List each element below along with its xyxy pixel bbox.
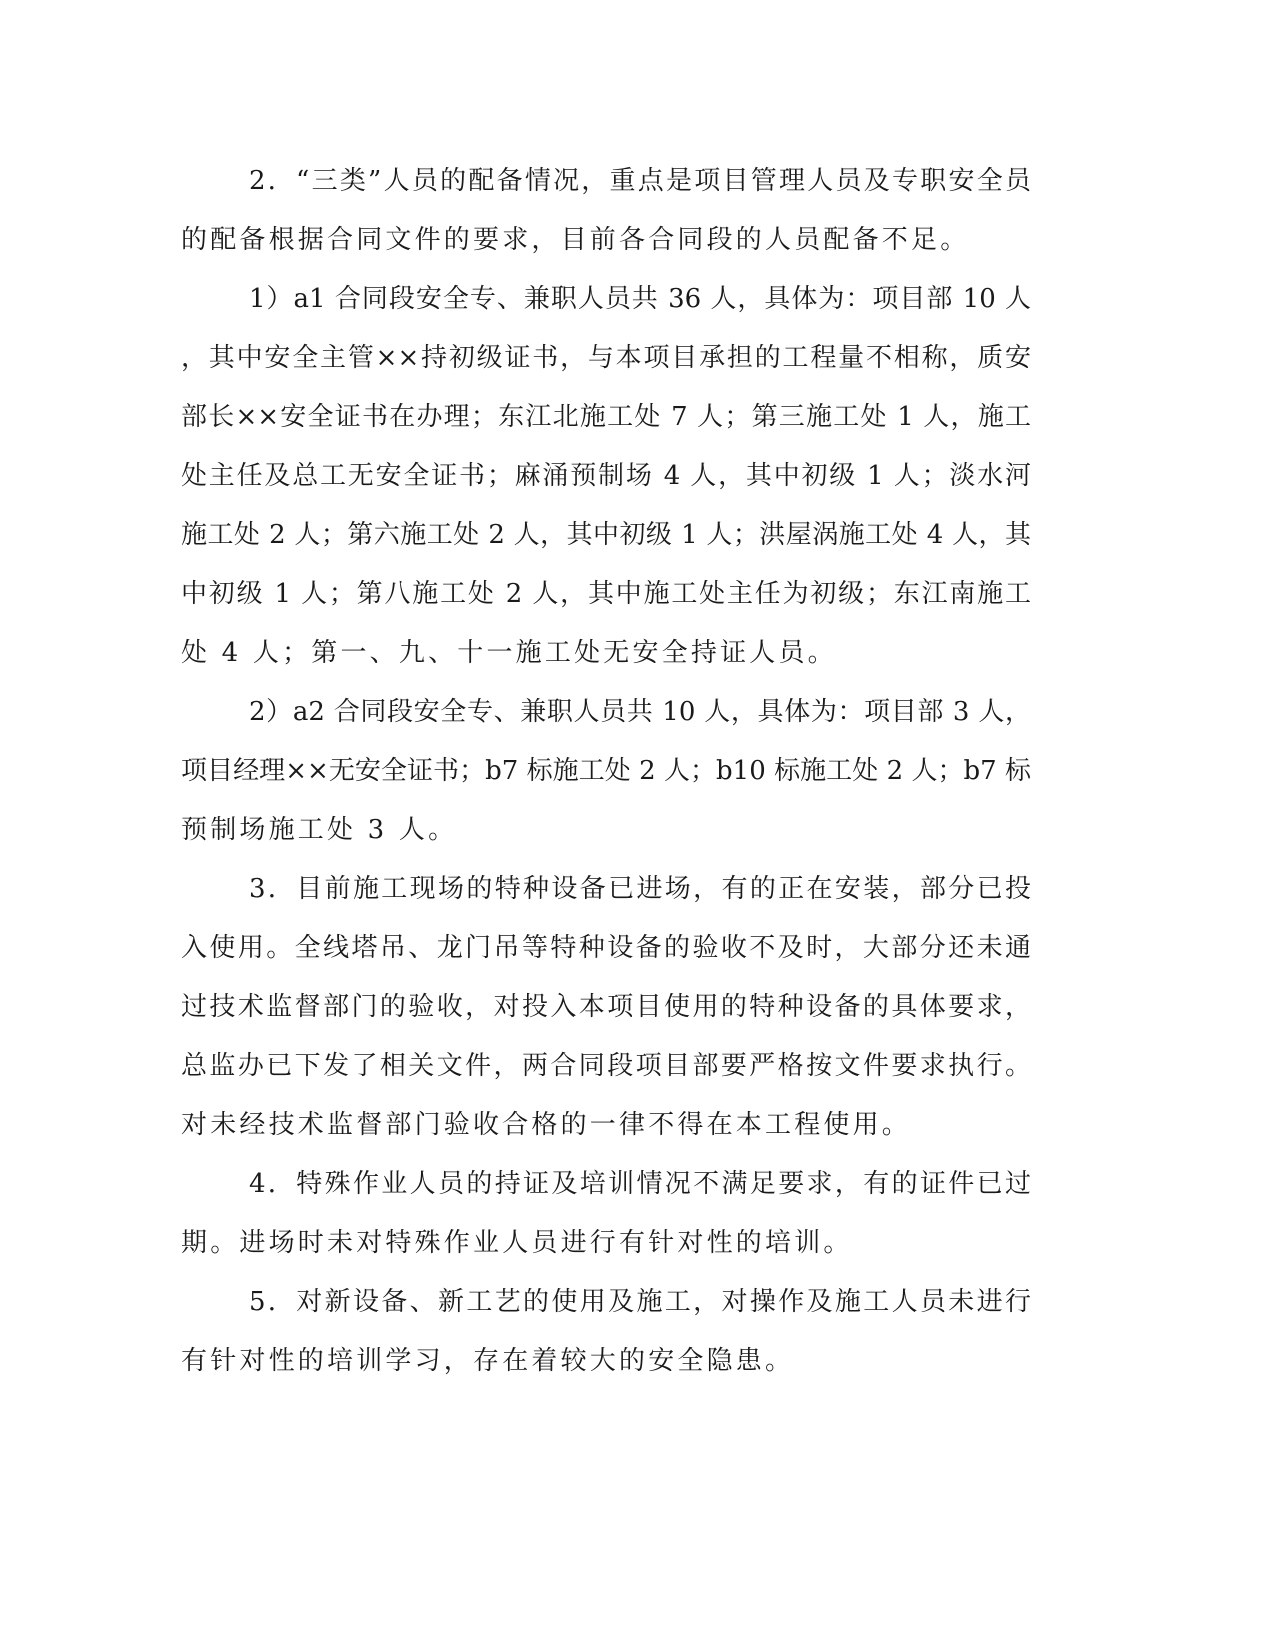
text-line: 总监办已下发了相关文件，两合同段项目部要严格按文件要求执行。 [181,1051,1031,1081]
text-line: 预制场施工处 3 人。 [181,815,458,845]
text-line: 2）a2 合同段安全专、兼职人员共 10 人，具体为：项目部 3 人， [249,697,1031,727]
text-line: 的配备根据合同文件的要求，目前各合同段的人员配备不足。 [181,225,970,255]
text-line: 对未经技术监督部门验收合格的一律不得在本工程使用。 [181,1110,912,1140]
text-line: 有针对性的培训学习，存在着较大的安全隐患。 [181,1346,795,1376]
text-line: 3．目前施工现场的特种设备已进场，有的正在安装，部分已投 [249,874,1031,904]
text-line: 处主任及总工无安全证书；麻涌预制场 4 人，其中初级 1 人；淡水河 [181,461,1031,491]
text-line: 中初级 1 人；第八施工处 2 人，其中施工处主任为初级；东江南施工 [181,579,1031,609]
text-line: ，其中安全主管××持初级证书，与本项目承担的工程量不相称，质安 [181,343,1031,373]
text-line: 项目经理××无安全证书；b7 标施工处 2 人；b10 标施工处 2 人；b7 标 [181,756,1031,786]
text-line: 部长××安全证书在办理；东江北施工处 7 人；第三施工处 1 人，施工 [181,402,1031,432]
text-line: 5．对新设备、新工艺的使用及施工，对操作及施工人员未进行 [249,1287,1031,1317]
text-line: 施工处 2 人；第六施工处 2 人，其中初级 1 人；洪屋涡施工处 4 人，其 [181,520,1031,550]
text-line: 期。进场时未对特殊作业人员进行有针对性的培训。 [181,1228,853,1258]
text-line: 4．特殊作业人员的持证及培训情况不满足要求，有的证件已过 [249,1169,1031,1199]
text-line: 过技术监督部门的验收，对投入本项目使用的特种设备的具体要求， [181,992,1031,1022]
text-line: 处 4 人；第一、九、十一施工处无安全持证人员。 [181,638,837,668]
text-line: 入使用。全线塔吊、龙门吊等特种设备的验收不及时，大部分还未通 [181,933,1031,963]
text-line: 2．“三类”人员的配备情况，重点是项目管理人员及专职安全员 [249,166,1031,196]
text-line: 1）a1 合同段安全专、兼职人员共 36 人，具体为：项目部 10 人 [249,284,1031,314]
